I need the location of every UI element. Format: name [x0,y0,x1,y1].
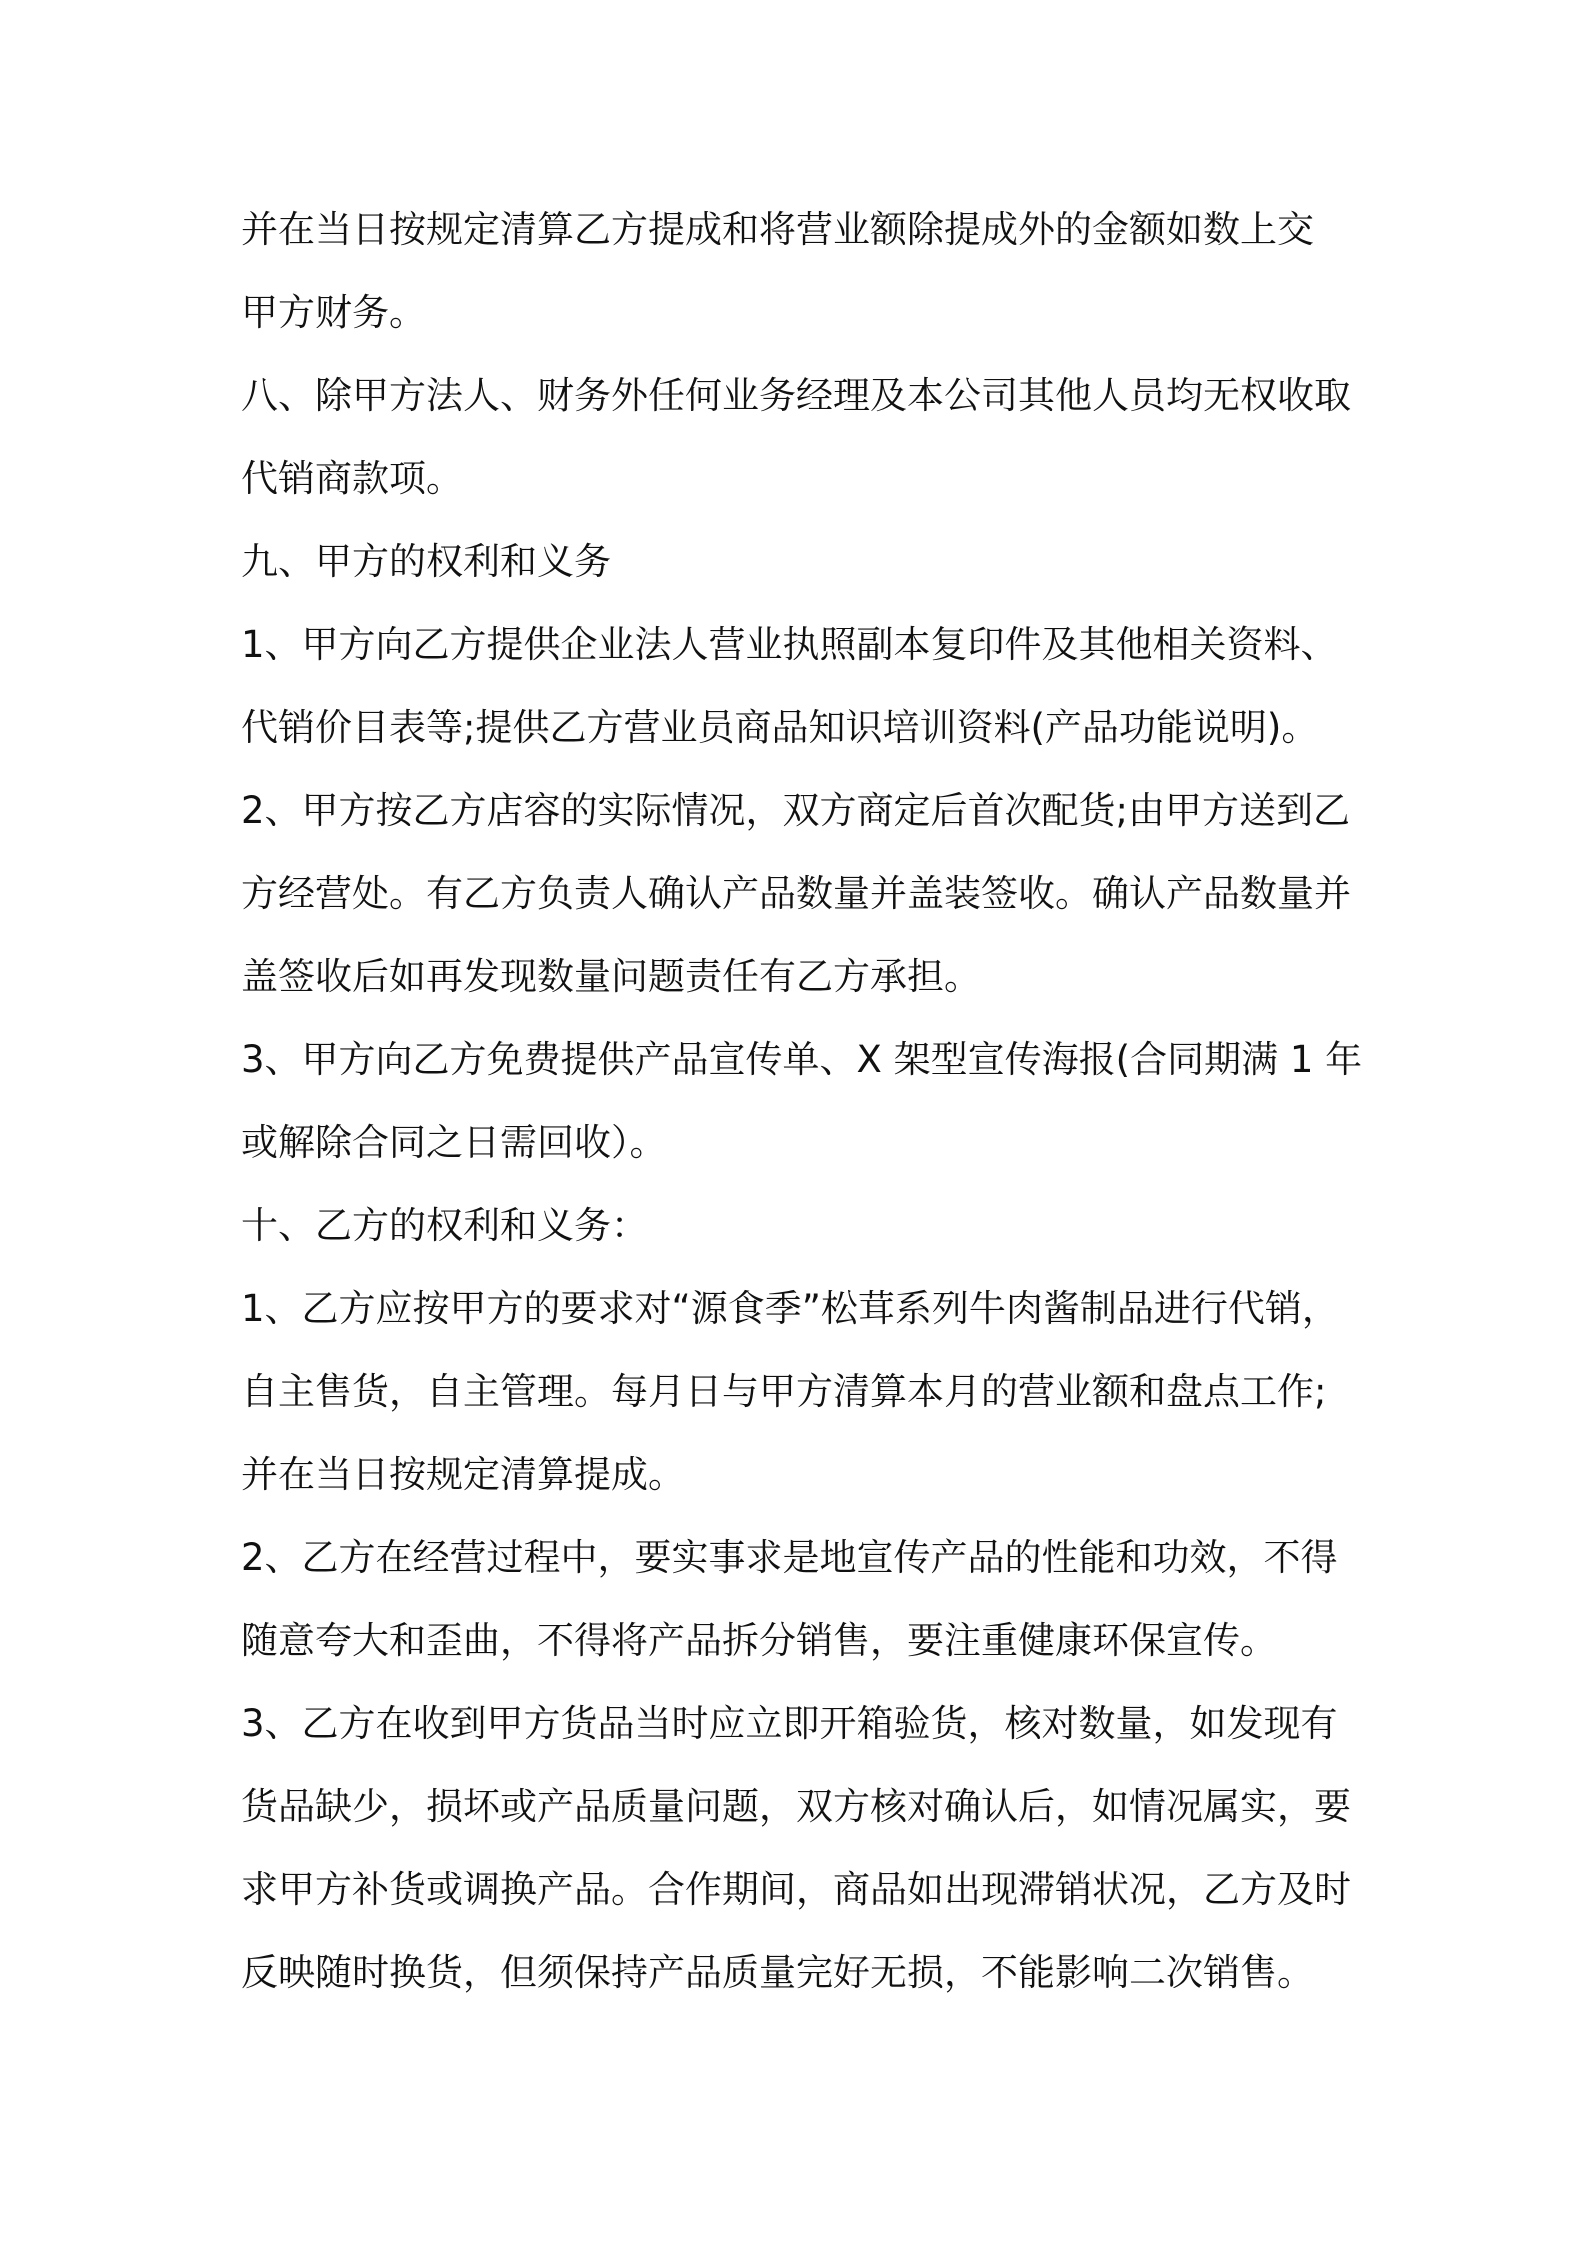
list-item: 3、甲方向乙方免费提供产品宣传单、X 架型宣传海报(合同期满 1 年 [241,1038,1363,1081]
list-item: 1、甲方向乙方提供企业法人营业执照副本复印件及其他相关资料、 [241,623,1338,666]
text-line: 甲方财务。 [241,291,426,334]
text-line: 货品缺少，损坏或产品质量问题，双方核对确认后，如情况属实，要 [241,1785,1351,1828]
section-heading: 九、甲方的权利和义务 [241,540,611,583]
list-item: 2、甲方按乙方店容的实际情况，双方商定后首次配货;由甲方送到乙 [241,789,1351,832]
text-line: 求甲方补货或调换产品。合作期间，商品如出现滞销状况，乙方及时 [241,1868,1351,1911]
text-line: 随意夸大和歪曲，不得将产品拆分销售，要注重健康环保宣传。 [241,1619,1277,1662]
list-item: 1、乙方应按甲方的要求对“源食季”松茸系列牛肉酱制品进行代销， [241,1287,1339,1330]
list-item: 2、乙方在经营过程中，要实事求是地宣传产品的性能和功效，不得 [241,1536,1338,1579]
text-line: 或解除合同之日需回收）。 [241,1121,667,1164]
section-heading: 八、除甲方法人、财务外任何业务经理及本公司其他人员均无权收取 [241,374,1351,417]
list-item: 3、乙方在收到甲方货品当时应立即开箱验货，核对数量，如发现有 [241,1702,1338,1745]
text-line: 代销价目表等;提供乙方营业员商品知识培训资料(产品功能说明)。 [241,706,1319,749]
text-line: 方经营处。有乙方负责人确认产品数量并盖装签收。确认产品数量并 [241,872,1351,915]
text-line: 反映随时换货，但须保持产品质量完好无损，不能影响二次销售。 [241,1951,1314,1994]
text-line: 并在当日按规定清算提成。 [241,1453,685,1496]
section-heading: 十、乙方的权利和义务： [241,1204,648,1247]
text-line: 并在当日按规定清算乙方提成和将营业额除提成外的金额如数上交 [241,208,1314,251]
document-body [241,198,1371,2024]
text-line: 自主售货，自主管理。每月日与甲方清算本月的营业额和盘点工作; [241,1370,1327,1413]
text-line: 代销商款项。 [241,457,463,500]
text-line: 盖签收后如再发现数量问题责任有乙方承担。 [241,955,981,998]
